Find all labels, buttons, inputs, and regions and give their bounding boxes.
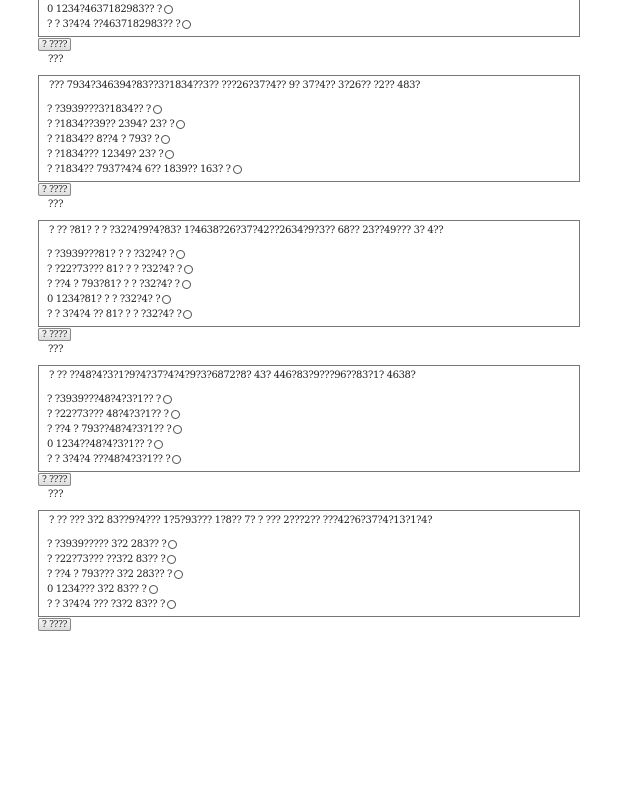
radio-button[interactable] xyxy=(172,455,181,464)
radio-button[interactable] xyxy=(149,585,158,594)
answer-option[interactable] xyxy=(47,582,571,597)
radio-button[interactable] xyxy=(183,310,192,319)
option-label: ? ?1834?? 7937?4?4 6?? 1839?? 163? ? xyxy=(47,164,231,175)
radio-button[interactable] xyxy=(165,150,174,159)
answer-option[interactable] xyxy=(47,597,571,612)
answer-option[interactable] xyxy=(47,292,571,307)
radio-button[interactable] xyxy=(184,265,193,274)
radio-button[interactable] xyxy=(154,440,163,449)
option-label: 0 1234?4637182983?? ? xyxy=(47,4,162,15)
answer-option[interactable] xyxy=(47,117,571,132)
answer-option[interactable] xyxy=(47,392,571,407)
radio-button[interactable] xyxy=(176,250,185,259)
check-answer-button[interactable]: ? ???? xyxy=(38,38,71,51)
radio-button[interactable] xyxy=(171,410,180,419)
question-text: ? ?? ?81? ? ? ?32?4?9?4?83? 1?4638?26?37?42??2634?9?3?? 68?? 23??49??? 3? 4?? xyxy=(49,225,444,236)
radio-button[interactable] xyxy=(161,135,170,144)
option-label: ? ??4 ? 793??? 3?2 283?? ? xyxy=(47,569,172,580)
option-label: ? ?3939????? 3?2 283?? ? xyxy=(47,539,167,550)
option-label: ? ??4 ? 793??48?4?3?1?? ? xyxy=(47,424,172,435)
answer-option[interactable] xyxy=(47,17,571,32)
feedback-text: ??? xyxy=(48,54,64,65)
answer-option[interactable] xyxy=(47,2,571,17)
radio-button[interactable] xyxy=(174,570,183,579)
question-block-5 xyxy=(38,510,580,617)
check-answer-button[interactable]: ? ???? xyxy=(38,618,71,631)
answer-option[interactable] xyxy=(47,247,571,262)
answer-option[interactable] xyxy=(47,407,571,422)
option-label: ? ? 3?4?4 ???48?4?3?1?? ? xyxy=(47,454,171,465)
answer-option[interactable] xyxy=(47,162,571,177)
radio-button[interactable] xyxy=(164,5,173,14)
radio-button[interactable] xyxy=(162,295,171,304)
answer-option[interactable] xyxy=(47,132,571,147)
option-label: ? ?3939???3?1834?? ? xyxy=(47,104,151,115)
radio-button[interactable] xyxy=(182,280,191,289)
radio-button[interactable] xyxy=(173,425,182,434)
option-label: ? ? 3?4?4 ??? ?3?2 83?? ? xyxy=(47,599,165,610)
answer-option[interactable] xyxy=(47,437,571,452)
question-block-2 xyxy=(38,75,580,182)
radio-button[interactable] xyxy=(167,555,176,564)
question-text: ??? 7934?346394?83??3?1834??3?? ???26?37?4?? 9? 37?4?? 3?26?? ?2?? 483? xyxy=(49,80,421,91)
option-label: ? ?1834??? 12349? 23? ? xyxy=(47,149,164,160)
answer-option[interactable] xyxy=(47,567,571,582)
radio-button[interactable] xyxy=(182,20,191,29)
question-block-1 xyxy=(38,0,580,37)
option-label: ? ??4 ? 793?81? ? ? ?32?4? ? xyxy=(47,279,180,290)
question-text: ? ?? ??48?4?3?1?9?4?37?4?4?9?3?6872?8? 43? 446?83?9???96??83?1? 4638? xyxy=(49,370,416,381)
option-label: ? ?22?73??? ??3?2 83?? ? xyxy=(47,554,166,565)
option-label: ? ? 3?4?4 ??4637182983?? ? xyxy=(47,19,181,30)
option-label: ? ?1834?? 8??4 ? 793? ? xyxy=(47,134,160,145)
option-label: 0 1234?81? ? ? ?32?4? ? xyxy=(47,294,161,305)
answer-option[interactable] xyxy=(47,552,571,567)
answer-option[interactable] xyxy=(47,147,571,162)
answer-option[interactable] xyxy=(47,422,571,437)
option-label: ? ?22?73??? 81? ? ? ?32?4? ? xyxy=(47,264,182,275)
check-answer-button[interactable]: ? ???? xyxy=(38,328,71,341)
option-label: ? ?22?73??? 48?4?3?1?? ? xyxy=(47,409,169,420)
answer-option[interactable] xyxy=(47,277,571,292)
feedback-text: ??? xyxy=(48,199,64,210)
option-label: ? ?3939???48?4?3?1?? ? xyxy=(47,394,161,405)
check-answer-button[interactable]: ? ???? xyxy=(38,183,71,196)
option-label: ? ?1834??39?? 2394? 23? ? xyxy=(47,119,175,130)
question-block-3 xyxy=(38,220,580,327)
radio-button[interactable] xyxy=(176,120,185,129)
option-label: 0 1234??? 3?2 83?? ? xyxy=(47,584,147,595)
quiz-page xyxy=(38,0,580,631)
option-label: ? ? 3?4?4 ?? 81? ? ? ?32?4? ? xyxy=(47,309,182,320)
option-label: 0 1234??48?4?3?1?? ? xyxy=(47,439,152,450)
feedback-text: ??? xyxy=(48,489,64,500)
question-block-4 xyxy=(38,365,580,472)
option-label: ? ?3939???81? ? ? ?32?4? ? xyxy=(47,249,175,260)
answer-option[interactable] xyxy=(47,452,571,467)
radio-button[interactable] xyxy=(163,395,172,404)
answer-option[interactable] xyxy=(47,262,571,277)
radio-button[interactable] xyxy=(167,600,176,609)
feedback-text: ??? xyxy=(48,344,64,355)
answer-option[interactable] xyxy=(47,102,571,117)
answer-option[interactable] xyxy=(47,537,571,552)
question-text: ? ?? ??? 3?2 83??9?4??? 1?5?93??? 1?8?? 7? ? ??? 2???2?? ???42?6?37?4?13?1?4? xyxy=(49,515,433,526)
radio-button[interactable] xyxy=(168,540,177,549)
radio-button[interactable] xyxy=(233,165,242,174)
radio-button[interactable] xyxy=(153,105,162,114)
answer-option[interactable] xyxy=(47,307,571,322)
check-answer-button[interactable]: ? ???? xyxy=(38,473,71,486)
